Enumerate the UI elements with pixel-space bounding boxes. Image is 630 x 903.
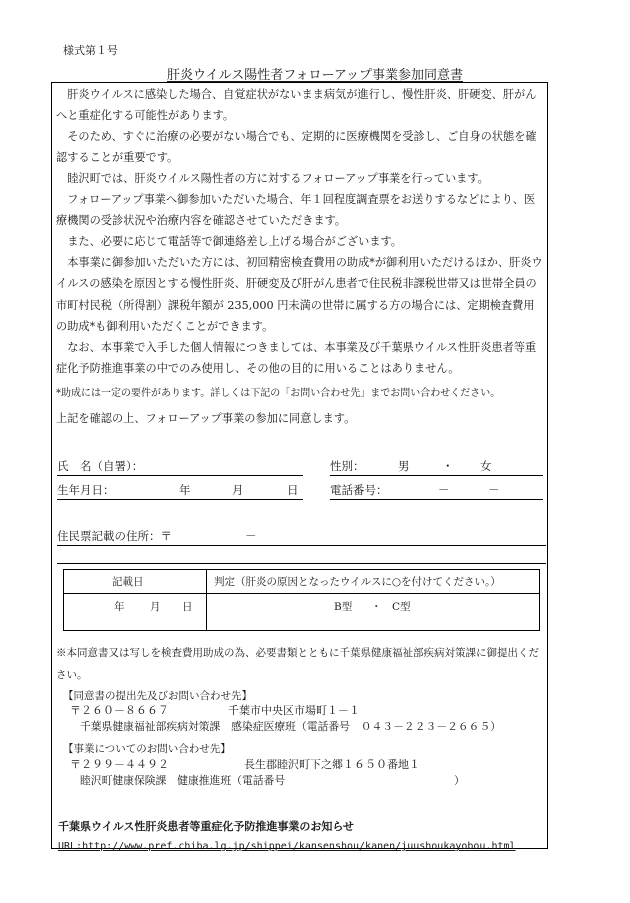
document-title-text: 肝炎ウイルス陽性者フォローアップ事業参加同意書 — [166, 68, 463, 83]
table-date-day[interactable]: 日 — [182, 601, 193, 613]
footer-url-link[interactable]: URL:http://www.pref.chiba.lg.jp/shippei/kansenshou/kanen/juushoukayobou.html — [58, 841, 516, 852]
table-date-year[interactable]: 年 — [114, 601, 125, 613]
birthdate-year-unit: 年 — [179, 483, 191, 497]
hepatitis-type-c[interactable]: C型 — [392, 601, 411, 613]
contact1-address: 千葉市中央区市場町１－１ — [228, 704, 360, 717]
phone-dash-1: － — [438, 483, 450, 497]
postal-code-dash: － — [245, 529, 257, 543]
paragraph-privacy: なお、本事業で入手した個人情報につきましては、本事業及び千葉県ウイルス性肝炎患者等重症化予防推進事業の中でのみ使用し、その他の目的に用いることはありません。 — [56, 341, 537, 376]
record-table — [63, 569, 540, 631]
form-number: 様式第１号 — [63, 44, 118, 57]
sex-label: 性別： — [330, 459, 365, 473]
sex-field[interactable] — [330, 457, 543, 476]
contact1-office: 千葉県健康福祉部疾病対策課 感染症医療班（電話番号 ０４３－２２３－２６６５） — [80, 720, 502, 733]
sex-option-male[interactable]: 男 — [398, 459, 410, 473]
birthdate-day-unit: 日 — [287, 483, 299, 497]
table-header-date: 記載日 — [112, 576, 144, 588]
name-signature-field[interactable] — [57, 457, 303, 476]
address-field[interactable] — [57, 527, 546, 546]
sex-separator: ・ — [442, 459, 454, 473]
contact2-address: 長生郡睦沢町下之郷１６５０番地１ — [244, 758, 420, 771]
subsidy-note: *助成には一定の要件があります。詳しくは下記の「お問い合わせ先」までお問い合わせください。 — [56, 388, 501, 399]
address-label: 住民票記載の住所：〒 — [57, 529, 172, 543]
paragraph-subsidy: 本事業に御参加いただいた方には、初回精密検査費用の助成*が御利用いただけるほか、肝炎ウイルスの感染を原因とする慢性肝炎、肝硬変及び肝がん患者で住民税非課税世帯又は世帯全員の市町村民税（所得割）課税年額が 235,000 円未満の世帯に属する方の場合には、定期検査費用の助成*も御利用いただくことができます。 — [56, 256, 543, 333]
table-header-judgement: 判定（肝炎の原因となったウイルスに○を付けてください。） — [214, 576, 501, 588]
phone-dash-2: － — [488, 483, 500, 497]
footer-title: 千葉県ウイルス性肝炎患者等重症化予防推進事業のお知らせ — [58, 820, 355, 833]
contact2-office: 睦沢町健康保険課 健康推進班（電話番号 — [80, 774, 286, 787]
document-title — [90, 64, 540, 83]
table-header-divider — [64, 593, 539, 594]
contact1-header: 【同意書の提出先及びお問い合わせ先】 — [63, 690, 252, 702]
paragraph-checkup: そのため、すぐに治療の必要がない場合でも、定期的に医療機関を受診し、ご自身の状態を確認することが重要です。 — [56, 130, 537, 165]
birthdate-field[interactable] — [57, 481, 303, 500]
hepatitis-type-separator: ・ — [371, 601, 382, 613]
table-date-month[interactable]: 月 — [150, 601, 161, 613]
contact2-postal: 〒２９９－４４９２ — [70, 758, 169, 771]
table-column-divider — [206, 570, 207, 630]
paragraph-survey: フォローアップ事業へ御参加いただいた場合、年１回程度調査票をお送りするなどにより、医療機関の受診状況や治療内容を確認させていただきます。 — [56, 193, 536, 228]
address-line-2[interactable] — [57, 563, 546, 564]
sex-option-female[interactable]: 女 — [480, 459, 492, 473]
birthdate-month-unit: 月 — [232, 483, 244, 497]
paragraph-phone-contact: また、必要に応じて電話等で御連絡差し上げる場合がございます。 — [67, 235, 402, 248]
paragraph-risk: 肝炎ウイルスに感染した場合、自覚症状がないまま病気が進行し、慢性肝炎、肝硬変、肝がんへと重症化する可能性があります。 — [56, 88, 537, 123]
birthdate-label: 生年月日： — [57, 483, 115, 497]
paragraph-program-intro: 睦沢町では、肝炎ウイルス陽性者の方に対するフォローアップ事業を行っています。 — [67, 172, 489, 185]
phone-field[interactable] — [330, 481, 543, 500]
contact1-postal: 〒２６０－８６６７ — [70, 704, 169, 717]
submission-note: ※本同意書又は写しを検査費用助成の為、必要書類とともに千葉県健康福祉部疾病対策課に御提出ください。 — [56, 647, 539, 681]
name-label: 氏 名（自署）： — [57, 459, 144, 473]
phone-label: 電話番号： — [330, 483, 388, 497]
consent-statement: 上記を確認の上、フォローアップ事業の参加に同意します。 — [56, 412, 356, 425]
hepatitis-type-b[interactable]: B型 — [334, 601, 353, 613]
contact2-header: 【事業についてのお問い合わせ先】 — [63, 743, 231, 755]
contact2-office-close: ） — [454, 774, 465, 787]
